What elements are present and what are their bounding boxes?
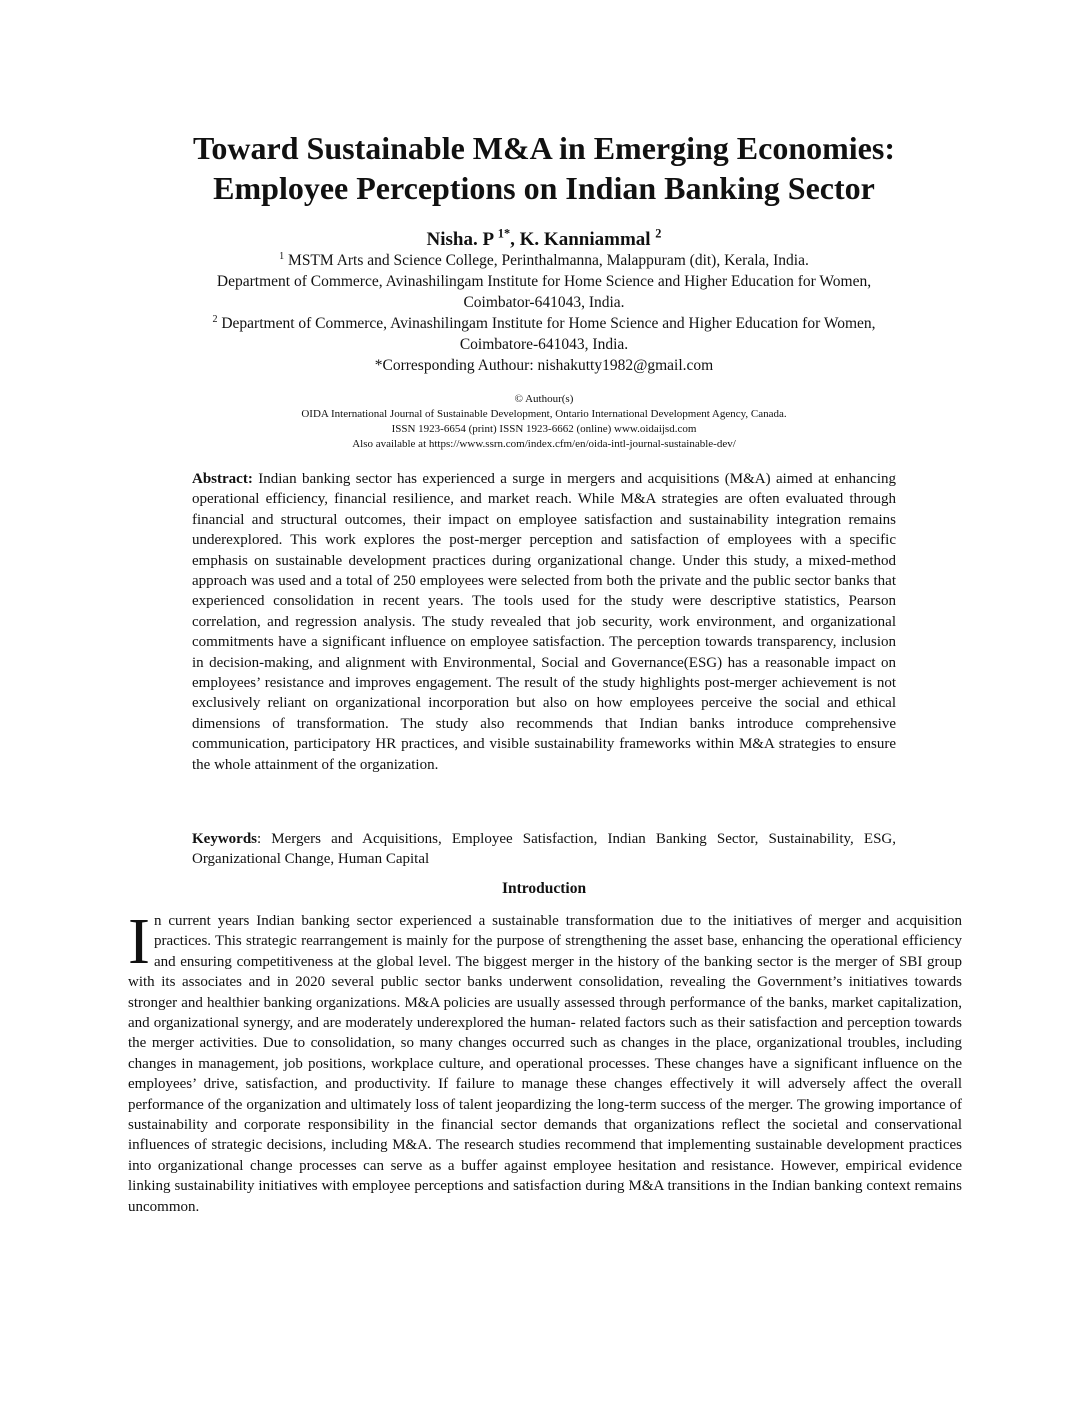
title-line-1: Toward Sustainable M&A in Emerging Economies: [193,130,895,166]
introduction-heading: Introduction [501,880,587,897]
affiliation-1-line-2: Department of Commerce, Avinashilingam Institute for Home Science and Higher Education for Women, [216,273,872,290]
author-1-mark: 1* [497,226,511,241]
affiliation-1-mark: 1 [279,250,285,262]
affiliation-2-text: Department of Commerce, Avinashilingam Institute for Home Science and Higher Education for Women, [217,315,876,332]
introduction-text: n current years Indian banking sector experienced a sustainable transformation due to the initiatives of merger and acquisition practices. This strategic rearrangement is mainly for the purpose of strengthening the asset base, enhancing the operational efficiency and ensuring competitiveness at the global level. The biggest merger in the history of the banking sector is the merger of SBI group with its associates and in 2020 several public sector banks underwent consolidation, revealing the Government’s initiatives towards stronger and healthier banking organizations. M&A policies are usually assessed through performance of the banks, market capitalization, and organizational synergy, and are moderately underexplored the human- related factors such as their satisfaction and perception towards the merger activities. Due to consolidation, so many changes occurred such as changes in the place, organizational troubles, including changes in management, job positions, workplace culture, and operational processes. These changes have a significant influence on the employees’ drive, satisfaction, and productivity. If failure to manage these changes effectively it will adversely affect the overall performance of the organization and ultimately loss of talent jeopardizing the long-term success of the merger. The growing importance of sustainability and corporate responsibility in the financial sector demands that organizations reflect the societal and conservational influences of strategic decisions, including M&A. The research studies recommend that implementing sustainable development practices into organizational change processes can serve as a buffer against employee hesitation and resistance. However, empirical evidence linking sustainability initiatives with employee perceptions and satisfaction during M&A transitions in the Indian banking context remains uncommon. [128,913,962,1215]
issn-line: ISSN 1923-6654 (print) ISSN 1923-6662 (online) www.oidaijsd.com [391,423,697,435]
affiliation-2-line-1 [140,313,948,334]
author-2-name: K. Kanniammal [519,229,651,250]
keywords-label: Keywords [192,831,257,847]
affiliation-1-line-1 [140,250,948,271]
keywords-text: : Mergers and Acquisitions, Employee Satisfaction, Indian Banking Sector, Sustainability, ESG, Organizational Change, Human Capital [192,831,896,867]
drop-cap: I [128,905,150,978]
abstract-label: Abstract: [192,471,253,487]
affiliation-2-line-2: Coimbatore-641043, India. [459,336,629,353]
author-1-name: Nisha. P [426,229,494,250]
abstract-text: Indian banking sector has experienced a surge in mergers and acquisitions (M&A) aimed at enhancing operational efficiency, financial resilience, and market reach. While M&A strategies are often evaluated through financial and structural outcomes, their impact on employee satisfaction and sustainability integration remains underexplored. This work explores the post-merger perception and satisfaction of employees with a specific emphasis on sustainable development practices during organizational change. Under this study, a mixed-method approach was used and a total of 250 employees were selected from both the private and the public sector banks that experienced consolidation in recent years. The tools used for the study were descriptive statistics, Pearson correlation, and regression analysis. The study revealed that job security, work environment, and organizational commitments have a significant influence on employee satisfaction. The perception towards transparency, inclusion in decision-making, and alignment with Environmental, Social and Governance(ESG) has a reasonable impact on employees’ resistance and improves engagement. The result of the study highlights post-merger achievement is not exclusively reliant on organizational incorporation but also on how employees perceive the social and ethical dimensions of transformation. The study also recommends that Indian banks introduce comprehensive communication, participatory HR practices, and visible sustainability frameworks within M&A strategies to ensure the whole attainment of the organization. [192,471,896,773]
affiliation-2-mark: 2 [212,313,218,325]
copyright-line: © Authour(s) [514,393,574,405]
availability-line: Also available at https://www.ssrn.com/index.cfm/en/oida-intl-journal-sustainable-dev/ [352,438,736,450]
introduction-paragraph [128,905,962,1217]
title-line-2: Employee Perceptions on Indian Banking Sector [213,170,875,206]
author-separator: , [510,229,520,250]
abstract [192,469,896,775]
affiliation-1-line-3: Coimbator-641043, India. [463,294,625,311]
keywords [192,829,896,869]
publication-info [150,392,938,452]
paper-title [120,128,968,208]
affiliations [140,250,948,376]
journal-line: OIDA International Journal of Sustainable Development, Ontario International Development Agency, Canada. [301,408,787,420]
affiliation-1-text: MSTM Arts and Science College, Perinthalmanna, Malappuram (dit), Kerala, India. [284,252,809,269]
author-list [120,228,968,252]
author-2-mark: 2 [655,226,662,241]
corresponding-author: *Corresponding Authour: nishakutty1982@gmail.com [374,357,714,374]
